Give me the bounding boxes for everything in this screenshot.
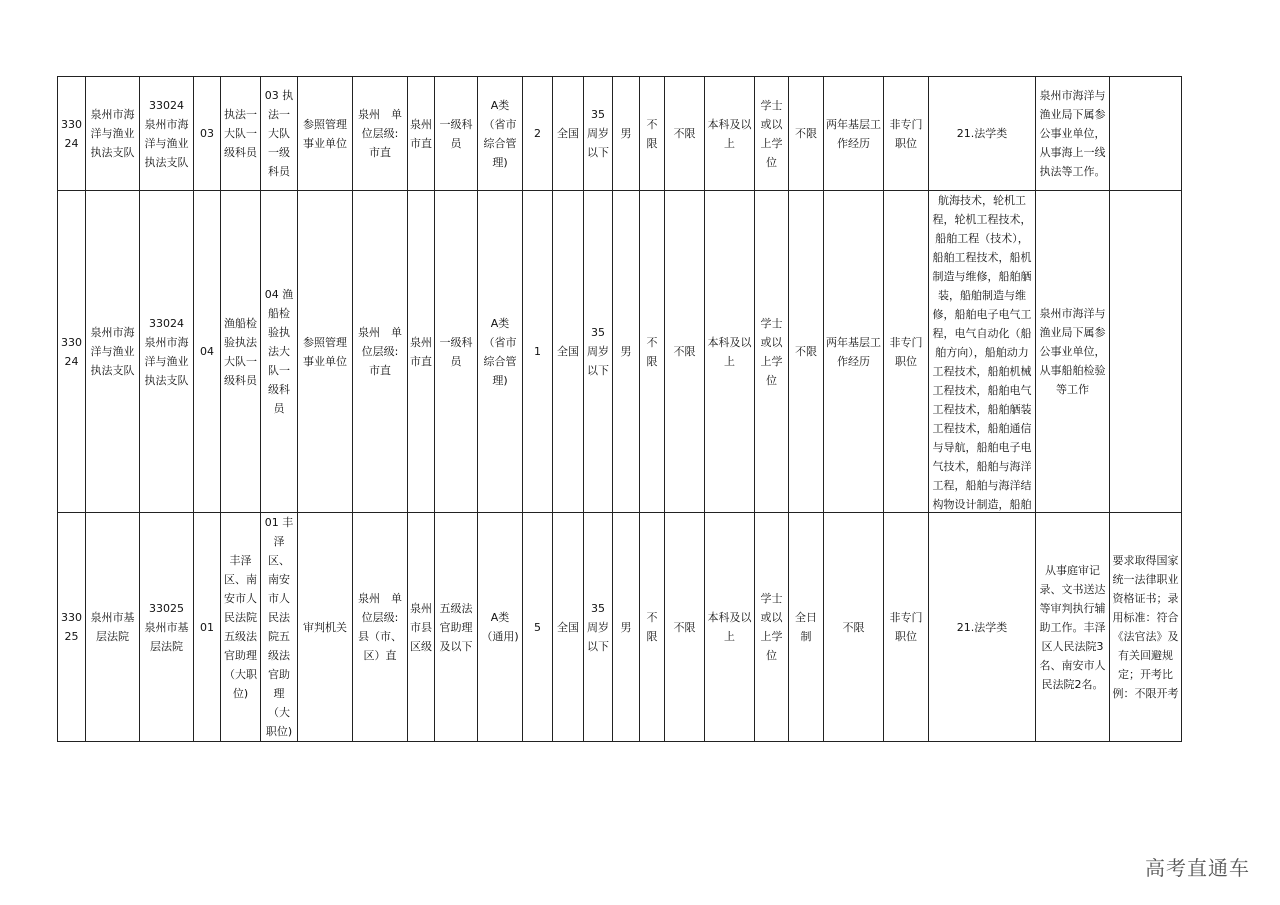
cell-post: 渔船检验执法大队一级科员 xyxy=(221,191,261,513)
cell-gender: 男 xyxy=(613,191,640,513)
cell-count: 2 xyxy=(523,77,553,191)
cell-post-full: 04 渔船检验执法大队一级科员 xyxy=(261,191,298,513)
cell-edu: 本科及以上 xyxy=(705,513,755,742)
job-table xyxy=(57,76,1182,742)
cell-grade: 五级法官助理及以下 xyxy=(435,513,478,742)
cell-degree: 学士或以上学位 xyxy=(755,191,789,513)
cell-org: 泉州市基层法院 xyxy=(86,513,140,742)
cell-edu: 本科及以上 xyxy=(705,191,755,513)
cell-pro: 非专门职位 xyxy=(884,191,929,513)
cell-level: 泉州 单位层级: 市直 xyxy=(353,77,408,191)
cell-grade: 一级科员 xyxy=(435,191,478,513)
cell-org: 泉州市海洋与渔业执法支队 xyxy=(86,191,140,513)
cell-count: 5 xyxy=(523,513,553,742)
cell-pro: 非专门职位 xyxy=(884,77,929,191)
cell-unit-type: 参照管理事业单位 xyxy=(298,77,353,191)
cell-exp: 两年基层工作经历 xyxy=(824,77,884,191)
cell-level: 泉州 单位层级: 县（市、区）直 xyxy=(353,513,408,742)
cell-note xyxy=(1110,191,1182,513)
cell-ethnic: 不限 xyxy=(640,77,665,191)
table-row xyxy=(58,191,1182,513)
cell-area: 泉州市直 xyxy=(408,77,435,191)
major-text: 航海技术，轮机工程，轮机工程技术，船舶工程（技术），船舶工程技术，船机制造与维修，船舶舾装，船舶制造与维修，船舶电子电气工程，电气自动化（船舶方向），船舶动力工程技术，船舶机械工程技术，船舶电气工程技术，船舶舾装工程技术，船舶通信与导航，船舶电子电气技术，船舶与海洋工程，船舶与海洋结构物设计制造，船舶 xyxy=(932,194,1032,511)
cell-desc: 泉州市海洋与渔业局下属参公事业单位，从事船舶检验等工作 xyxy=(1036,191,1110,513)
cell-unit-no: 03 xyxy=(194,77,221,191)
table-row xyxy=(58,77,1182,191)
cell-count: 1 xyxy=(523,191,553,513)
cell-age: 35周岁以下 xyxy=(584,191,613,513)
cell-ethnic: 不限 xyxy=(640,513,665,742)
cell-level: 泉州 单位层级: 市直 xyxy=(353,191,408,513)
cell-post: 执法一大队一级科员 xyxy=(221,77,261,191)
cell-scope: 全国 xyxy=(553,513,584,742)
cell-exp: 不限 xyxy=(824,513,884,742)
table-row xyxy=(58,513,1182,742)
cell-political: 不限 xyxy=(665,77,705,191)
cell-age: 35周岁以下 xyxy=(584,77,613,191)
cell-scope: 全国 xyxy=(553,77,584,191)
cell-study: 不限 xyxy=(789,191,824,513)
cell-desc: 从事庭审记录、文书送达等审判执行辅助工作。丰泽区人民法院3名、南安市人民法院2名。 xyxy=(1036,513,1110,742)
cell-exam: A类（省市综合管理) xyxy=(478,191,523,513)
cell-major xyxy=(929,191,1036,513)
cell-degree: 学士或以上学位 xyxy=(755,513,789,742)
cell-desc: 泉州市海洋与渔业局下属参公事业单位，从事海上一线执法等工作。 xyxy=(1036,77,1110,191)
cell-post-full: 03 执法一大队一级科员 xyxy=(261,77,298,191)
cell-political: 不限 xyxy=(665,191,705,513)
cell-pro: 非专门职位 xyxy=(884,513,929,742)
cell-area: 泉州市直 xyxy=(408,191,435,513)
cell-unit-no: 04 xyxy=(194,191,221,513)
cell-org: 泉州市海洋与渔业执法支队 xyxy=(86,77,140,191)
cell-unit-type: 参照管理事业单位 xyxy=(298,191,353,513)
cell-unit-type: 审判机关 xyxy=(298,513,353,742)
cell-unit: 33024 泉州市海洋与渔业执法支队 xyxy=(140,77,194,191)
cell-post: 丰泽区、南安市人民法院五级法官助理（大职位) xyxy=(221,513,261,742)
cell-age: 35周岁以下 xyxy=(584,513,613,742)
cell-study: 全日制 xyxy=(789,513,824,742)
cell-unit-no: 01 xyxy=(194,513,221,742)
cell-study: 不限 xyxy=(789,77,824,191)
cell-gender: 男 xyxy=(613,513,640,742)
cell-exp: 两年基层工作经历 xyxy=(824,191,884,513)
cell-unit: 33025 泉州市基层法院 xyxy=(140,513,194,742)
cell-unit: 33024 泉州市海洋与渔业执法支队 xyxy=(140,191,194,513)
cell-exam: A类（省市综合管理) xyxy=(478,77,523,191)
watermark-text: 高考直通车 xyxy=(1145,856,1250,880)
cell-code: 33024 xyxy=(58,191,86,513)
cell-note xyxy=(1110,77,1182,191)
cell-area: 泉州市县区级 xyxy=(408,513,435,742)
cell-major: 21.法学类 xyxy=(929,77,1036,191)
cell-scope: 全国 xyxy=(553,191,584,513)
cell-note: 要求取得国家统一法律职业资格证书；录用标准：符合《法官法》及有关回避规定；开考比例：不限开考 xyxy=(1110,513,1182,742)
cell-code: 33024 xyxy=(58,77,86,191)
cell-grade: 一级科员 xyxy=(435,77,478,191)
cell-degree: 学士或以上学位 xyxy=(755,77,789,191)
cell-post-full: 01 丰泽区、南安市人民法院五级法官助理（大职位) xyxy=(261,513,298,742)
cell-political: 不限 xyxy=(665,513,705,742)
cell-exam: A类（通用) xyxy=(478,513,523,742)
cell-major: 21.法学类 xyxy=(929,513,1036,742)
cell-ethnic: 不限 xyxy=(640,191,665,513)
cell-gender: 男 xyxy=(613,77,640,191)
cell-edu: 本科及以上 xyxy=(705,77,755,191)
cell-code: 33025 xyxy=(58,513,86,742)
